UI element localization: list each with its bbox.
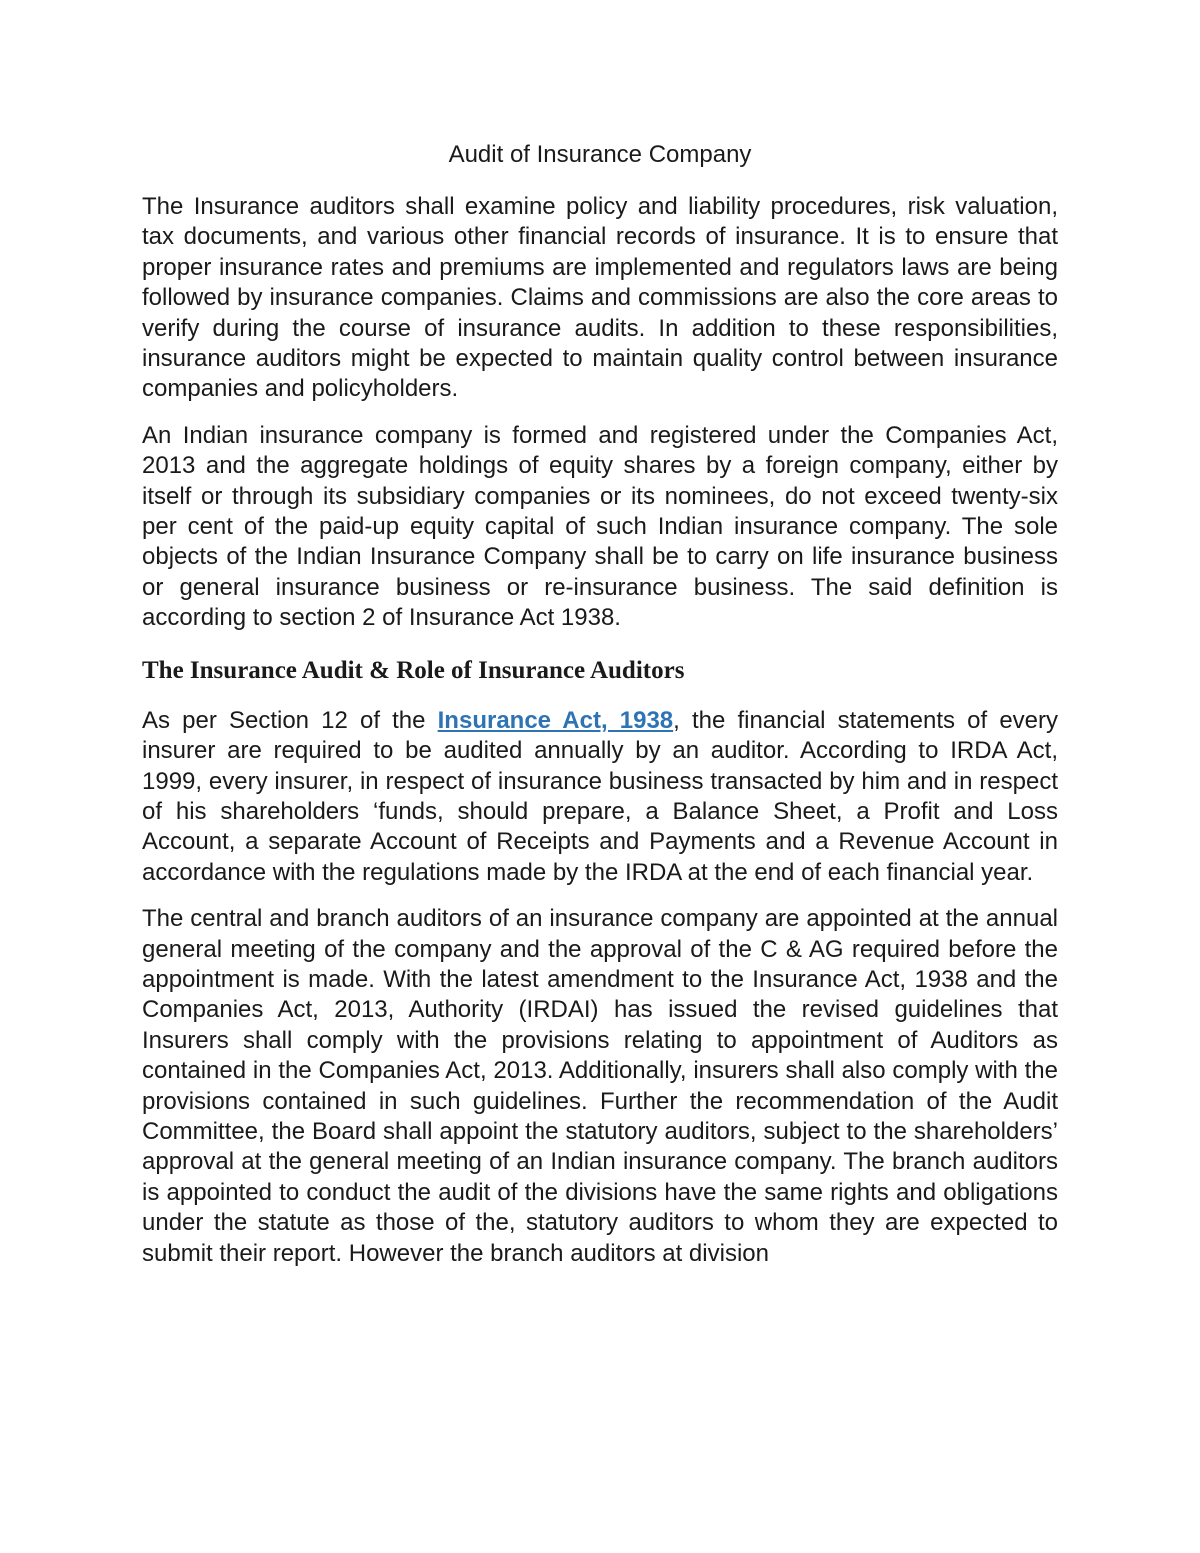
section-12-text-before-link: As per Section 12 of the bbox=[142, 706, 438, 734]
definition-paragraph: An Indian insurance company is formed and registered under the Companies Act, 2013 and the aggregate holdings of equity shares by a foreign company, either by itself or through its subsidiary companies or its nominees, do not exceed twenty-six per cent of the paid-up equity capital of such Indian insurance company. The sole objects of the Indian Insurance Company shall be to carry on life insurance business or general insurance business or re-insurance business. The said definition is according to section 2 of Insurance Act 1938. bbox=[142, 421, 1058, 632]
section-12-text-after-link: , the financial statements of every insurer are required to be audited annually by an auditor. According to IRDA Act, 1999, every insurer, in respect of insurance business transacted by him and in respect of his shareholders ‘funds, should prepare, a Balance Sheet, a Profit and Loss Account, a separate Account of Receipts and Payments and a Revenue Account in accordance with the regulations made by the IRDA at the end of each financial year. bbox=[142, 706, 1058, 886]
section-heading: The Insurance Audit & Role of Insurance Auditors bbox=[142, 656, 685, 684]
section-12-paragraph bbox=[142, 706, 1058, 888]
insurance-act-1938-link[interactable]: Insurance Act, 1938 bbox=[437, 706, 674, 734]
document-page bbox=[142, 140, 1058, 1285]
intro-paragraph: The Insurance auditors shall examine policy and liability procedures, risk valuation, tax documents, and various other financial records of insurance. It is to ensure that proper insurance rates and premiums are implemented and regulators laws are being followed by insurance companies. Claims and commissions are also the core areas to verify during the course of insurance audits. In addition to these responsibilities, insurance auditors might be expected to maintain quality control between insurance companies and policyholders. bbox=[142, 193, 1058, 403]
appointment-paragraph: The central and branch auditors of an insurance company are appointed at the annual general meeting of the company and the approval of the C & AG required before the appointment is made. With the latest amendment to the Insurance Act, 1938 and the Companies Act, 2013, Authority (IRDAI) has issued the revised guidelines that Insurers shall comply with the provisions relating to appointment of Auditors as contained in the Companies Act, 2013. Additionally, insurers shall also comply with the provisions contained in such guidelines. Further the recommendation of the Audit Committee, the Board shall appoint the statutory auditors, subject to the shareholders’ approval at the general meeting of an Indian insurance company. The branch auditors is appointed to conduct the audit of the divisions have the same rights and obligations under the statute as those of the, statutory auditors to whom they are expected to submit their report. However the branch auditors at division bbox=[142, 905, 1058, 1267]
document-title: Audit of Insurance Company bbox=[448, 141, 752, 168]
